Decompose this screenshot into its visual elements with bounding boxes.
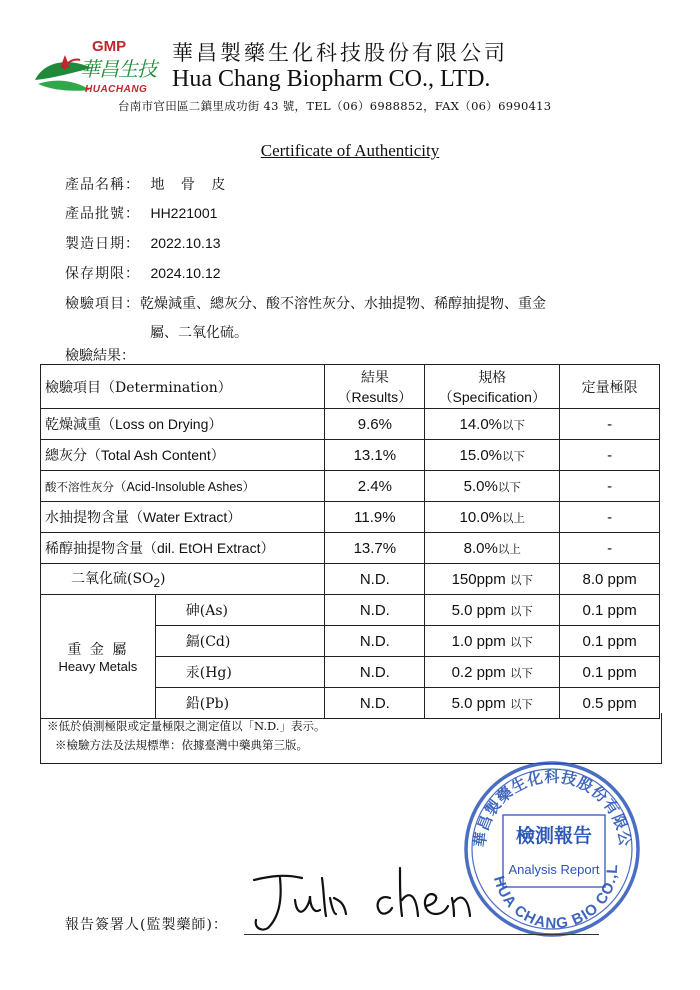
mfg-date-row bbox=[65, 233, 221, 253]
row-name-en: （Loss on Drying） bbox=[101, 416, 223, 432]
row-name-zh: 酸不溶性灰分 bbox=[45, 480, 114, 494]
metal-row bbox=[41, 595, 660, 626]
company-address: 台南市官田區二鎮里成功街 43 號，TEL（06）6988852，FAX（06）6990413 bbox=[118, 99, 552, 113]
row-spec-unit: 以下 bbox=[502, 450, 526, 463]
metal-spec-unit: 以下 bbox=[509, 605, 533, 618]
stamp-ring-text-en: HUA CHANG BIO CO.,L bbox=[489, 864, 622, 933]
metal-spec-value: 0.2 ppm bbox=[451, 663, 506, 681]
test-items-line1: 乾燥減重、總灰分、酸不溶性灰分、水抽提物、稀醇抽提物、重金 bbox=[140, 296, 546, 312]
heavy-metals-en: Heavy Metals bbox=[58, 659, 138, 674]
product-name-value: 地 骨 皮 bbox=[150, 177, 232, 193]
stamp-ring-text: 華昌製藥生化科技股份有限公 bbox=[470, 767, 635, 849]
signer-label: 報告簽署人(監製藥師)： bbox=[65, 917, 228, 933]
gmp-mark: GMP bbox=[92, 38, 127, 55]
results-label: 檢驗結果： bbox=[65, 348, 135, 364]
row-spec-value: 8.0% bbox=[463, 539, 498, 557]
batch-row bbox=[65, 203, 217, 223]
row-name-zh: 稀醇抽提物含量 bbox=[45, 541, 143, 557]
handwritten-signature bbox=[240, 858, 500, 938]
note-method: ※檢驗方法及法規標準：依據臺灣中藥典第三版。 bbox=[55, 738, 308, 752]
row-result: 9.6% bbox=[325, 409, 425, 440]
row-result: 2.4% bbox=[325, 471, 425, 502]
header-spec bbox=[425, 365, 560, 409]
header-spec-zh: 規格 bbox=[478, 369, 507, 386]
row-name-en: （Total Ash Content） bbox=[87, 447, 225, 463]
test-items-label: 檢驗項目： bbox=[65, 296, 140, 312]
metal-spec-unit: 以下 bbox=[509, 636, 533, 649]
table-row bbox=[41, 471, 660, 502]
header-results-en: （Results） bbox=[337, 388, 413, 405]
row-result: 13.1% bbox=[325, 440, 425, 471]
table-row bbox=[41, 440, 660, 471]
row-spec-unit: 以上 bbox=[497, 543, 521, 556]
mfg-date-label: 製造日期： bbox=[65, 236, 140, 252]
row-loq: - bbox=[560, 409, 660, 440]
metal-name: 砷(As) bbox=[155, 595, 325, 626]
metal-result: N.D. bbox=[325, 626, 425, 657]
metal-spec-unit: 以下 bbox=[509, 698, 533, 711]
company-name-en: Hua Chang Biopharm CO., LTD. bbox=[172, 66, 491, 92]
so2-loq: 8.0 ppm bbox=[560, 564, 660, 595]
metal-spec-value: 5.0 ppm bbox=[451, 601, 506, 619]
row-spec-value: 5.0% bbox=[463, 477, 498, 495]
header-loq: 定量極限 bbox=[560, 365, 660, 409]
table-row bbox=[41, 533, 660, 564]
so2-subscript: 2 bbox=[153, 576, 161, 590]
metal-spec-value: 5.0 ppm bbox=[451, 694, 506, 712]
company-name-zh: 華昌製藥生化科技股份有限公司 bbox=[172, 41, 508, 65]
metal-result: N.D. bbox=[325, 657, 425, 688]
expiry-label: 保存期限： bbox=[65, 266, 140, 282]
row-name-zh: 水抽提物含量 bbox=[45, 510, 129, 526]
expiry-row bbox=[65, 263, 221, 283]
row-result: 11.9% bbox=[325, 502, 425, 533]
brand-english: HUACHANG bbox=[85, 84, 148, 95]
so2-name: 二氧化硫(SO bbox=[71, 571, 154, 588]
header-results-zh: 結果 bbox=[360, 369, 389, 386]
row-spec-unit: 以下 bbox=[502, 419, 526, 432]
test-items-row bbox=[65, 293, 546, 313]
header-results bbox=[325, 365, 425, 409]
heavy-metals-zh: 重 金 屬 bbox=[67, 642, 129, 658]
row-name-en: （dil. EtOH Extract） bbox=[143, 540, 275, 556]
table-header-row bbox=[41, 365, 660, 409]
heavy-metals-cell bbox=[41, 595, 156, 719]
metal-result: N.D. bbox=[325, 688, 425, 719]
table-row bbox=[41, 409, 660, 440]
signature-icon bbox=[240, 858, 500, 938]
row-result: 13.7% bbox=[325, 533, 425, 564]
row-loq: - bbox=[560, 533, 660, 564]
stamp-center-en: Analysis Report bbox=[508, 862, 600, 877]
row-spec-value: 15.0% bbox=[459, 446, 503, 464]
row-loq: - bbox=[560, 471, 660, 502]
metal-name: 鎘(Cd) bbox=[155, 626, 325, 657]
header-determination: 檢驗項目（Determination） bbox=[41, 365, 325, 409]
row-name-en: （Water Extract） bbox=[129, 509, 242, 525]
expiry-value: 2024.10.12 bbox=[150, 265, 221, 281]
product-name-label: 產品名稱： bbox=[65, 177, 140, 193]
metal-loq: 0.5 ppm bbox=[560, 688, 660, 719]
row-spec-value: 10.0% bbox=[459, 508, 503, 526]
metal-loq: 0.1 ppm bbox=[560, 657, 660, 688]
row-loq: - bbox=[560, 440, 660, 471]
company-logo bbox=[30, 38, 165, 100]
row-name-en: （Acid-Insoluble Ashes） bbox=[114, 480, 256, 494]
document-title: Certificate of Authenticity bbox=[260, 141, 440, 160]
brand-script: 華昌生技 bbox=[80, 57, 156, 81]
metal-loq: 0.1 ppm bbox=[560, 626, 660, 657]
row-spec-value: 14.0% bbox=[459, 415, 503, 433]
so2-close: ) bbox=[160, 571, 166, 588]
batch-label: 產品批號： bbox=[65, 206, 140, 222]
so2-row bbox=[41, 564, 660, 595]
metal-spec-value: 1.0 ppm bbox=[451, 632, 506, 650]
metal-loq: 0.1 ppm bbox=[560, 595, 660, 626]
so2-spec-unit: 以下 bbox=[509, 574, 533, 587]
metal-result: N.D. bbox=[325, 595, 425, 626]
metal-name: 汞(Hg) bbox=[155, 657, 325, 688]
so2-spec-value: 150ppm bbox=[451, 570, 506, 588]
row-spec-unit: 以下 bbox=[497, 481, 521, 494]
results-table bbox=[40, 364, 660, 719]
row-name-zh: 總灰分 bbox=[45, 448, 87, 464]
stamp-center-zh: 檢測報告 bbox=[515, 825, 593, 847]
row-name-zh: 乾燥減重 bbox=[45, 417, 101, 433]
metal-spec-unit: 以下 bbox=[509, 667, 533, 680]
note-nd: ※低於偵測極限或定量極限之測定值以「N.D.」表示。 bbox=[47, 719, 326, 733]
batch-value: HH221001 bbox=[150, 205, 218, 221]
metal-name: 鉛(Pb) bbox=[155, 688, 325, 719]
table-row bbox=[41, 502, 660, 533]
header-spec-en: （Specification） bbox=[438, 388, 546, 405]
product-name-row bbox=[65, 174, 231, 194]
row-loq: - bbox=[560, 502, 660, 533]
mfg-date-value: 2022.10.13 bbox=[150, 235, 221, 251]
test-items-line2: 屬、二氧化硫。 bbox=[150, 325, 248, 341]
signature-line bbox=[244, 934, 599, 935]
row-spec-unit: 以上 bbox=[502, 512, 526, 525]
so2-result: N.D. bbox=[325, 564, 425, 595]
